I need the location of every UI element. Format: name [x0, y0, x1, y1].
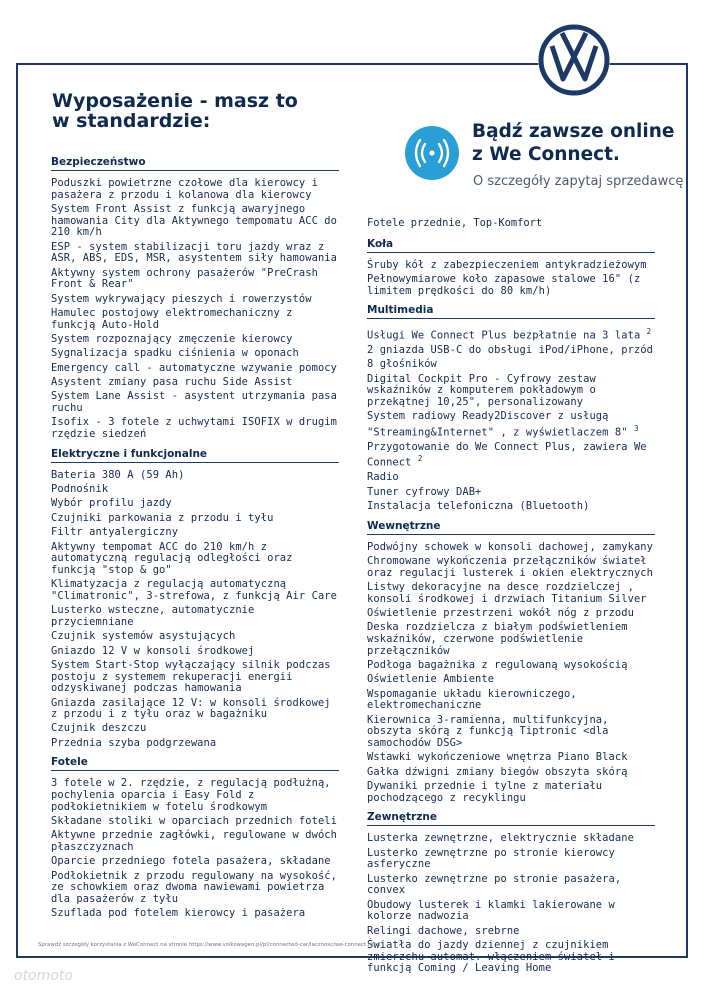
section-elektryczne-i-funkcjonalne — [51, 447, 339, 750]
feature-item-text: Listwy dekoracyjne na desce rozdzielczej , konsoli środkowej i drzwiach Titanium Silver — [367, 581, 647, 605]
feature-item-text: Podłoga bagażnika z regulowaną wysokością — [367, 659, 628, 671]
feature-item — [367, 472, 655, 484]
feature-item — [367, 556, 655, 579]
feature-item: System Front Assist z funkcją awaryjnego hamowania City dla Aktywnego tempomatu ACC do 210 km/h — [51, 202, 338, 239]
feature-item-text: Dywaniki przednie i tylne z materiału pochodzącego z recyklingu — [367, 780, 603, 804]
feature-item: Przednia szyba podgrzewana — [51, 736, 217, 749]
promo-heading-line1: Bądź zawsze online — [472, 121, 675, 142]
feature-item: Asystent zmiany pasa ruchu Side Assist — [51, 376, 293, 389]
feature-item: Lusterko wsteczne, automatycznie przyciemniane — [51, 604, 255, 628]
feature-item — [367, 442, 655, 470]
feature-item — [367, 326, 655, 342]
feature-item: Sygnalizacja spadku ciśnienia w oponach — [51, 347, 299, 360]
feature-item: ESP - system stabilizacji toru jazdy wraz z ASR, ABS, EDS, MSR, asystentem siły hamowania — [51, 240, 338, 265]
feature-item — [367, 926, 655, 938]
feature-item — [367, 660, 655, 672]
feature-item: System Lane Assist - asystent utrzymania pasa ruchu — [51, 390, 338, 415]
feature-item: Podłokietnik z przodu regulowany na wysokość, ze schowkiem oraz dwoma nawiewami powietrza dla pasażerów z tyłu — [51, 869, 338, 905]
section-multimedia — [367, 303, 655, 513]
feature-item — [367, 608, 655, 620]
feature-item — [367, 501, 655, 513]
feature-item: Czujnik systemów asystujących — [51, 630, 236, 643]
feature-item: System wykrywający pieszych i rowerzystów — [51, 292, 312, 305]
feature-item — [367, 582, 655, 605]
feature-item — [367, 781, 655, 804]
feature-item: Isofix - 3 fotele z uchwytami ISOFIX w drugim rzędzie siedzeń — [51, 416, 338, 441]
feature-item-text: Relingi dachowe, srebrne — [367, 924, 520, 937]
page-title — [52, 91, 352, 131]
section-heading: Zewnętrzne — [367, 810, 655, 826]
feature-item-text: Pełnowymiarowe koło zapasowe stalowe 16" (z limitem prędkości do 80 km/h) — [367, 272, 641, 297]
feature-list — [51, 470, 339, 750]
feature-item — [367, 274, 655, 297]
feature-list — [367, 833, 655, 975]
right-column-lead-item: Fotele przednie, Top-Komfort — [367, 217, 543, 229]
feature-item-text: Obudowy lusterek i klamki lakierowane w kolorze nadwozia — [367, 898, 615, 923]
promo-subtext: O szczegóły zapytaj sprzedawcę — [473, 174, 684, 189]
feature-item — [367, 622, 655, 657]
feature-item-text: Wspomaganie układu kierowniczego, elektromechaniczne — [367, 687, 577, 712]
feature-item-text: 2 gniazda USB-C do obsługi iPod/iPhone, przód — [367, 344, 654, 357]
feature-item-text: Podwójny schowek w konsoli dachowej, zamykany — [367, 540, 654, 553]
feature-item-text: Instalacja telefoniczna (Bluetooth) — [367, 500, 590, 513]
section-kola — [367, 237, 655, 298]
feature-item-text: System radiowy Ready2Discover z usługą "Streaming&Internet" , z wyświetlaczem 8" — [367, 410, 634, 439]
feature-item — [367, 345, 655, 357]
feature-item-text: Lusterko zewnętrzne po stronie kierowcy asferyczne — [367, 846, 615, 871]
feature-item — [367, 752, 655, 764]
vw-logo-icon — [538, 24, 610, 96]
feature-item: Składane stoliki w oparciach przednich foteli — [51, 815, 338, 828]
feature-item: System Start-Stop wyłączający silnik podczas postoju z systemem rekuperacji energii odzyskiwanej podczas hamowania — [51, 658, 331, 695]
section-heading: Bezpieczeństwo — [51, 155, 339, 171]
feature-list — [51, 178, 339, 441]
feature-list — [367, 260, 655, 298]
feature-item — [367, 374, 655, 409]
feature-item — [367, 674, 655, 686]
promo-heading — [472, 120, 674, 166]
feature-item — [367, 940, 655, 975]
feature-item — [367, 260, 655, 272]
footnote-marker: 2 — [417, 454, 423, 464]
feature-item — [367, 848, 655, 871]
we-connect-promo — [405, 120, 695, 200]
feature-item-text: Światła do jazdy dziennej z czujnikiem zmierzchu automat. włączeniem świateł i funkcją Coming / Leaving Home — [367, 939, 615, 975]
feature-item: Szuflada pod fotelem kierowcy i pasażera — [51, 907, 306, 920]
feature-list — [367, 326, 655, 513]
feature-item — [367, 689, 655, 712]
feature-item-text: Oświetlenie Ambiente — [367, 673, 495, 686]
feature-item: Podnośnik — [51, 483, 109, 496]
feature-item-text: Śruby kół z zabezpieczeniem antykradzieżowym — [367, 258, 647, 271]
feature-item-text: Radio — [367, 471, 399, 484]
section-heading: Wewnętrzne — [367, 519, 655, 535]
feature-item — [367, 900, 655, 923]
feature-item: 3 fotele w 2. rzędzie, z regulacją podłużną, pochylenia oparcia i Easy Fold z podłokietnikiem w fotelu środkowym — [51, 777, 331, 813]
feature-item — [367, 359, 655, 371]
left-column — [51, 155, 339, 926]
section-bezpieczenstwo — [51, 155, 339, 441]
feature-item: Wybór profilu jazdy — [51, 497, 172, 510]
feature-list — [367, 542, 655, 805]
feature-item: Aktywne przednie zagłówki, regulowane w dwóch płaszczyznach — [51, 829, 338, 854]
feature-item: System rozpoznający zmęczenie kierowcy — [51, 332, 293, 345]
feature-item-text: Gałka dźwigni zmiany biegów obszyta skórą — [367, 765, 628, 778]
feature-list — [51, 778, 339, 920]
section-heading: Multimedia — [367, 303, 655, 319]
feature-item: Emergency call - automatyczne wzywanie pomocy — [51, 361, 338, 374]
feature-item-text: Lusterka zewnętrzne, elektrycznie składane — [367, 832, 634, 845]
feature-item-text: Wstawki wykończeniowe wnętrza Piano Black — [367, 751, 628, 764]
feature-item-text: Oświetlenie przestrzeni wokół nóg z przodu — [367, 607, 634, 620]
promo-heading-line2: z We Connect. — [472, 144, 620, 165]
feature-item: Aktywny system ochrony pasażerów "PreCrash Front & Rear" — [51, 266, 318, 291]
feature-item: Czujnik deszczu — [51, 722, 147, 735]
section-heading: Fotele — [51, 755, 339, 771]
feature-item — [367, 715, 655, 750]
feature-item — [367, 542, 655, 554]
feature-item: Poduszki powietrzne czołowe dla kierowcy i pasażera z przodu i kolanowa dla kierowcy — [51, 177, 318, 201]
feature-item-text: Lusterko zewnętrzne po stronie pasażera, convex — [367, 872, 622, 897]
feature-item: Hamulec postojowy elektromechaniczny z funkcją Auto-Hold — [51, 306, 293, 331]
watermark: otomoto — [14, 968, 73, 984]
feature-item-text: Chromowane wykończenia przełączników świateł oraz regulacji lusterek i okien elektrycznych — [367, 555, 654, 579]
feature-item — [367, 874, 655, 897]
feature-item-text: Przygotowanie do We Connect Plus, zawiera We Connect — [367, 440, 647, 469]
page-title-line2: w standardzie: — [52, 110, 211, 132]
feature-item: Czujniki parkowania z przodu i tyłu — [51, 511, 274, 524]
feature-item: Gniazdo 12 V w konsoli środkowej — [51, 644, 255, 657]
right-column — [367, 218, 655, 981]
feature-item: Oparcie przedniego fotela pasażera, składane — [51, 855, 331, 868]
feature-item: Filtr antyalergiczny — [51, 526, 179, 539]
section-fotele — [51, 755, 339, 920]
feature-item-text: 8 głośników — [367, 358, 437, 371]
footnote-marker: 2 — [646, 327, 652, 337]
footnote: Sprawdź szczegóły korzystania z WeConnect na stronie https://www.volkswagen.pl/pl/connected-car/lacznosc/we-connect.html — [38, 942, 381, 948]
feature-item — [367, 487, 655, 499]
feature-item: Aktywny tempomat ACC do 210 km/h z automatyczną regulacją odległości oraz funkcją "stop & go" — [51, 540, 293, 576]
feature-item — [367, 411, 655, 439]
feature-item-text: Deska rozdzielcza z białym podświetleniem wskaźników, czerwone podświetlenie przełączników — [367, 621, 628, 657]
page-title-line1: Wyposażenie - masz to — [52, 90, 298, 112]
feature-item: Gniazda zasilające 12 V: w konsoli środkowej z przodu i z tyłu oraz w bagażniku — [51, 696, 331, 721]
section-heading: Koła — [367, 237, 655, 253]
feature-item-text: Tuner cyfrowy DAB+ — [367, 485, 482, 498]
section-heading: Elektryczne i funkcjonalne — [51, 447, 339, 463]
feature-item-text: Kierownica 3-ramienna, multifunkcyjna, obszyta skórą z funkcją Tiptronic <dla samochodów DSG> — [367, 713, 609, 749]
we-connect-icon — [405, 126, 459, 180]
feature-item — [367, 767, 655, 779]
feature-item-text: Digital Cockpit Pro - Cyfrowy zestaw wskaźników z komputerem pokładowym o przekątnej 10,25", personalizowany — [367, 372, 596, 408]
footnote-marker: 3 — [633, 423, 639, 433]
feature-item-text: Usługi We Connect Plus bezpłatnie na 3 lata — [367, 329, 647, 342]
feature-item — [367, 833, 655, 845]
section-zewnetrzne — [367, 810, 655, 975]
feature-item: Bateria 380 A (59 Ah) — [51, 468, 185, 481]
feature-item: Klimatyzacja z regulacją automatyczną "Climatronic", 3-strefowa, z funkcją Air Care — [51, 578, 338, 602]
volkswagen-logo — [538, 24, 610, 96]
section-wewnetrzne — [367, 519, 655, 805]
